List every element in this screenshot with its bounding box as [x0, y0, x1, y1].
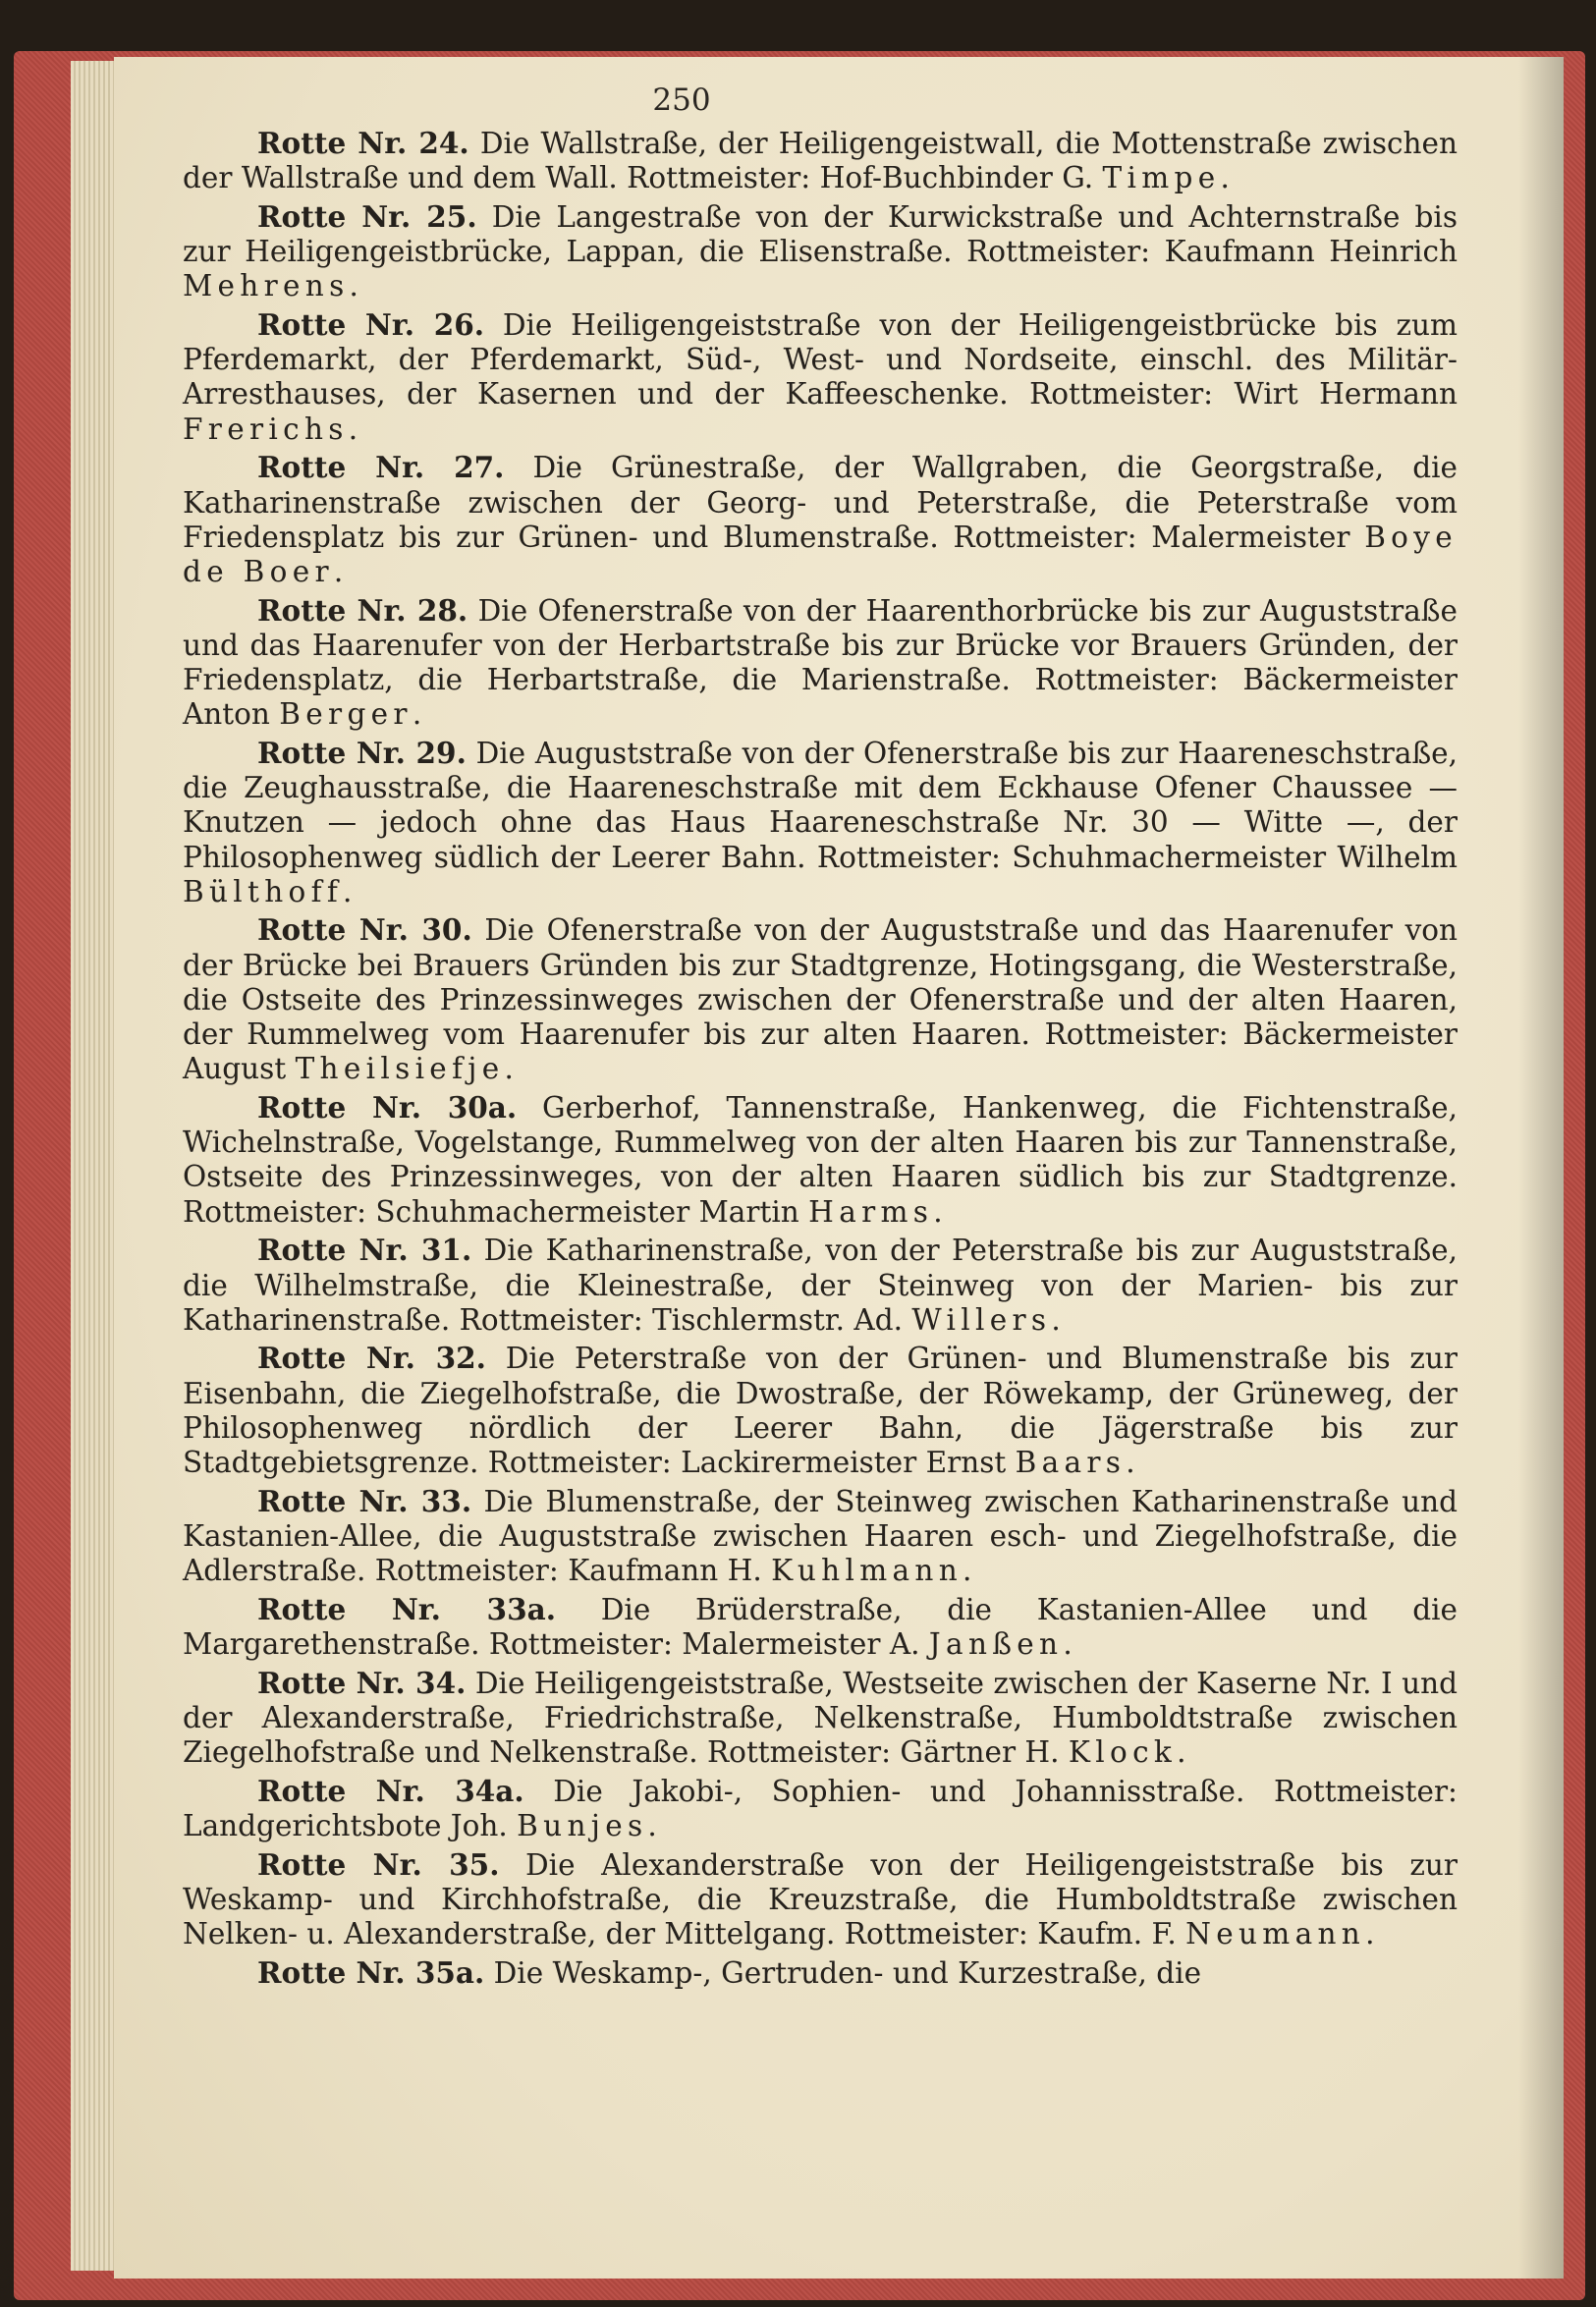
rotte-description: Die Heiligengeiststraße von der Heiligengeistbrücke bis zum Pferdemarkt, der Pferdemarkt, Süd-, West- und Nordseite, einschl. des Militär-Arresthauses, der Kasernen und der Kaffeeschenke. Rottmeister: Wirt Hermann: [183, 308, 1458, 412]
rotte-description: Die Ofenerstraße von der Haarenthorbrücke bis zur Auguststraße und das Haarenufer von der Herbartstraße bis zur Brücke vor Brauers Gründen, der Friedensplatz, die Herbartstraße, die Marienstraße. Rottmeister: Bäckermeister Anton: [183, 593, 1458, 732]
rotte-entry: [183, 307, 1458, 447]
rotte-label: Rotte Nr. 25.: [257, 198, 477, 234]
rottmeister-name: Klock: [1068, 1735, 1178, 1770]
rotte-entry: [183, 126, 1458, 195]
rotte-label: Rotte Nr. 34.: [257, 1665, 467, 1700]
entry-end: .: [1365, 1917, 1375, 1951]
rotte-label: Rotte Nr. 33a.: [257, 1591, 556, 1626]
rottmeister-name: Willers: [911, 1302, 1052, 1337]
entry-end: .: [333, 554, 344, 588]
entry-end: .: [933, 1194, 943, 1229]
rotte-description: Die Katharinenstraße, von der Peterstraße bis zur Auguststraße, die Wilhelmstraße, die Kleinestraße, der Steinweg von der Marien- bis zur Katharinenstraße. Rottmeister: Tischlermstr. Ad.: [183, 1234, 1458, 1337]
rotte-entry: [183, 450, 1458, 589]
entry-end: .: [1220, 161, 1230, 195]
rotte-entry: [183, 912, 1458, 1086]
rotte-description: Die Peterstraße von der Grünen- und Blumenstraße bis zur Eisenbahn, die Ziegelhofstraße, die Dwostraße, der Röwekamp, der Grüneweg, der Philosophenweg nördlich der Leerer Bahn, die Jägerstraße bis zur Stadtgebietsgrenze. Rottmeister: Lackirermeister Ernst: [183, 1342, 1458, 1480]
rotte-description: Die Jakobi-, Sophien- und Johannisstraße. Rottmeister: Landgerichtsbote Joh.: [183, 1774, 1458, 1843]
entry-end: .: [412, 697, 422, 732]
entry-end: .: [504, 1052, 514, 1086]
rottmeister-name: Bunjes: [517, 1809, 648, 1843]
page-text: [183, 126, 1458, 1995]
rottmeister-name: Timpe: [1102, 161, 1221, 195]
rotte-entry: [183, 736, 1458, 909]
entry-end: .: [1051, 1302, 1061, 1337]
rotte-description: Die Langestraße von der Kurwickstraße und Achternstraße bis zur Heiligengeistbrücke, Lappan, die Elisenstraße. Rottmeister: Kaufmann Heinrich: [183, 199, 1458, 269]
entry-end: .: [349, 269, 358, 303]
rotte-label: Rotte Nr. 35a.: [257, 1954, 485, 1990]
rotte-entry: [183, 199, 1458, 304]
rotte-entry: [183, 1847, 1458, 1952]
rotte-label: Rotte Nr. 35.: [257, 1846, 500, 1882]
page-gutter-shadow: [1518, 57, 1564, 2279]
rotte-description: Die Wallstraße, der Heiligengeistwall, die Mottenstraße zwischen der Wallstraße und dem Wall. Rottmeister: Hof-Buchbinder G.: [183, 127, 1458, 195]
rottmeister-name: Bülthoff: [183, 874, 344, 908]
rottmeister-name: Kuhlmann: [771, 1554, 963, 1588]
rotte-label: Rotte Nr. 26.: [257, 307, 485, 343]
rotte-entry: [183, 1666, 1458, 1771]
rotte-description: Die Alexanderstraße von der Heiligengeiststraße bis zur Weskamp- und Kirchhofstraße, die Kreuzstraße, die Humboldtstraße zwischen Nelken- u. Alexanderstraße, der Mittelgang. Rottmeister: Kaufm. F.: [183, 1847, 1458, 1951]
entry-end: .: [1063, 1627, 1073, 1662]
rotte-description: Die Grünestraße, der Wallgraben, die Georgstraße, die Katharinenstraße zwischen der Georg- und Peterstraße, die Peterstraße vom Friedensplatz bis zur Grünen- und Blumenstraße. Rottmeister: Malermeister: [183, 451, 1458, 554]
page-number: 250: [652, 82, 711, 118]
rottmeister-name: Neumann: [1185, 1917, 1366, 1951]
rotte-entry: [183, 1090, 1458, 1230]
rotte-label: Rotte Nr. 32.: [257, 1341, 486, 1376]
rotte-entry: [183, 593, 1458, 733]
rottmeister-name: Janßen: [928, 1627, 1064, 1662]
rottmeister-name: Harms: [808, 1194, 934, 1229]
rotte-label: Rotte Nr. 28.: [257, 592, 468, 628]
entry-end: .: [1177, 1735, 1186, 1770]
entry-end: .: [963, 1554, 972, 1588]
rotte-label: Rotte Nr. 24.: [257, 126, 469, 160]
rottmeister-name: Mehrens: [183, 269, 350, 303]
rotte-entry: [183, 1592, 1458, 1662]
rotte-description: Die Weskamp-, Gertruden- und Kurzestraße, die: [493, 1955, 1202, 1990]
rotte-entry: [183, 1341, 1458, 1480]
rottmeister-name: Boye de Boer: [183, 520, 1458, 588]
rotte-label: Rotte Nr. 30a.: [257, 1089, 518, 1125]
entry-end: .: [343, 874, 353, 908]
rotte-label: Rotte Nr. 31.: [257, 1233, 472, 1268]
rotte-label: Rotte Nr. 30.: [257, 912, 472, 948]
rotte-description: Die Auguststraße von der Ofenerstraße bis zur Haareneschstraße, die Zeughausstraße, die Haareneschstraße mit dem Eckhause Ofener Chaussee — Knutzen — jedoch ohne das Haus Haareneschstraße Nr. 30 — Witte —, der Philosophenweg südlich der Leerer Bahn. Rottmeister: Schuhmachermeister Wilhelm: [183, 736, 1458, 874]
entry-end: .: [1126, 1446, 1135, 1480]
rotte-label: Rotte Nr. 34a.: [257, 1773, 524, 1808]
rotte-description: Die Heiligengeiststraße, Westseite zwischen der Kaserne Nr. I und der Alexanderstraße, Friedrichstraße, Nelkenstraße, Humboldtstraße zwischen Ziegelhofstraße und Nelkenstraße. Rottmeister: Gärtner H.: [183, 1666, 1458, 1770]
rotte-label: Rotte Nr. 27.: [257, 450, 505, 485]
rotte-description: Die Brüderstraße, die Kastanien-Allee und die Margarethenstraße. Rottmeister: Malermeister A.: [183, 1592, 1458, 1662]
rottmeister-name: Frerichs: [183, 412, 349, 446]
rotte-description: Die Ofenerstraße von der Auguststraße und das Haarenufer von der Brücke bei Brauers Gründen bis zur Stadtgrenze, Hotingsgang, die Westerstraße, die Ostseite des Prinzessinweges zwischen der Ofenerstraße und der alten Haaren, der Rummelweg vom Haarenufer bis zur alten Haaren. Rottmeister: Bäckermeister August: [183, 913, 1458, 1086]
rottmeister-name: Berger: [279, 697, 413, 732]
rotte-entry: [183, 1233, 1458, 1338]
rottmeister-name: Baars: [1015, 1446, 1127, 1480]
rotte-description: Die Blumenstraße, der Steinweg zwischen Katharinenstraße und Kastanien-Allee, die Auguststraße zwischen Haaren esch- und Ziegelhofstraße, die Adlerstraße. Rottmeister: Kaufmann H.: [183, 1484, 1458, 1588]
rotte-entry: [183, 1774, 1458, 1843]
entry-end: .: [647, 1809, 657, 1843]
rotte-label: Rotte Nr. 29.: [257, 735, 467, 770]
rotte-label: Rotte Nr. 33.: [257, 1483, 472, 1518]
rotte-entry: [183, 1955, 1458, 1991]
entry-end: .: [348, 412, 358, 446]
rotte-entry: [183, 1484, 1458, 1589]
rottmeister-name: Theilsiefje: [295, 1052, 505, 1086]
rotte-description: Gerberhof, Tannenstraße, Hankenweg, die Fichtenstraße, Wichelnstraße, Vogelstange, Rummelweg von der alten Haaren bis zur Tannenstraße, Ostseite des Prinzessinweges, von der alten Haaren südlich bis zur Stadtgrenze. Rottmeister: Schuhmachermeister Martin: [183, 1090, 1458, 1229]
